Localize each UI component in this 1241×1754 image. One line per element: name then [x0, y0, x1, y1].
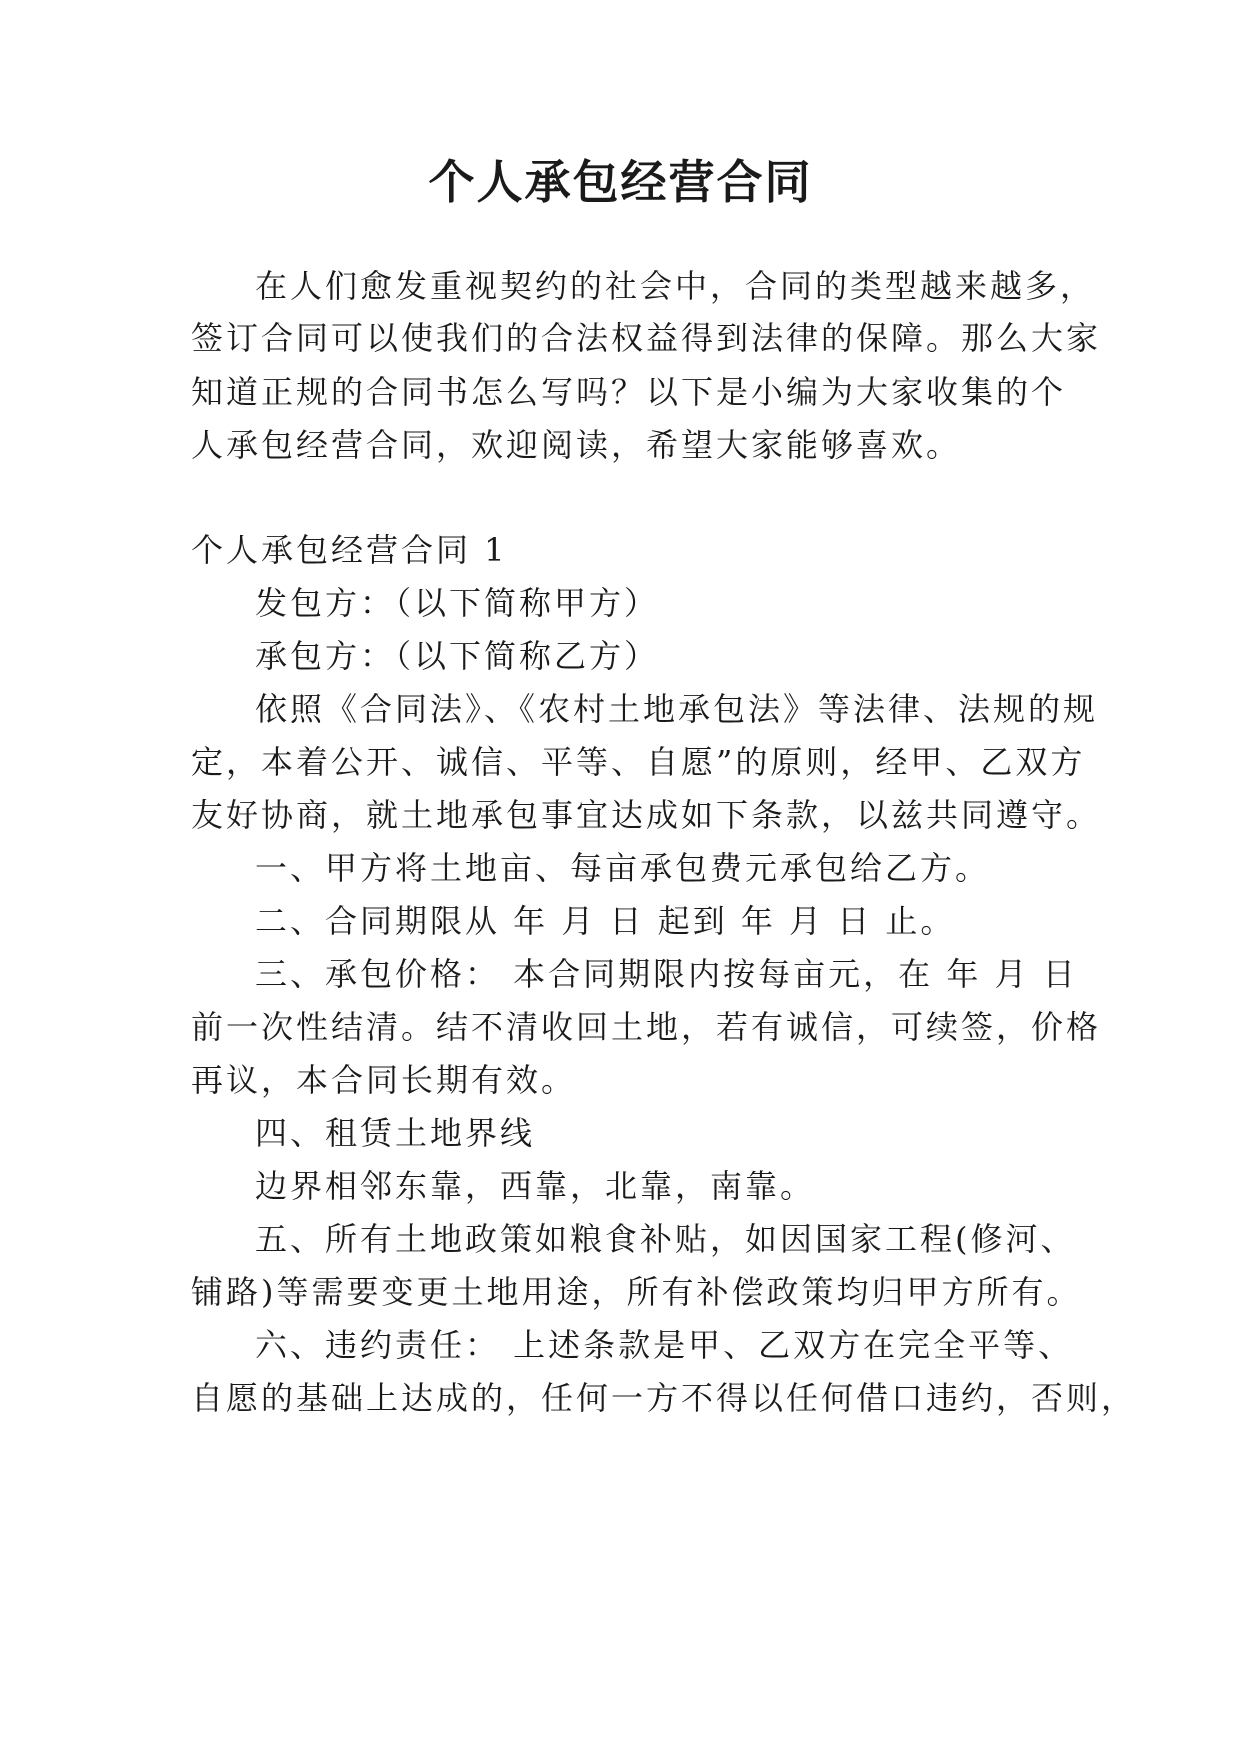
intro-line-2: 签订合同可以使我们的合法权益得到法律的保障。那么大家 — [191, 319, 1102, 357]
clause-1: 一、甲方将土地亩、每亩承包费元承包给乙方。 — [255, 849, 991, 887]
intro-line-4: 人承包经营合同，欢迎阅读，希望大家能够喜欢。 — [191, 426, 962, 464]
clause-4-boundary: 边界相邻东靠，西靠，北靠，南靠。 — [255, 1167, 816, 1205]
clause-5-line-2: 铺路)等需要变更土地用途，所有补偿政策均归甲方所有。 — [191, 1273, 1082, 1311]
document-title: 个人承包经营合同 — [428, 155, 813, 209]
clause-3-line-1: 三、承包价格： 本合同期限内按每亩元，在 年 月 日 — [255, 955, 1078, 993]
party-a-line: 发包方：（以下简称甲方） — [255, 584, 660, 622]
preamble-line-1: 依照《合同法》、《农村土地承包法》等法律、法规的规 — [255, 690, 1099, 728]
preamble-line-3: 友好协商，就土地承包事宜达成如下条款，以兹共同遵守。 — [191, 796, 1102, 834]
intro-line-3: 知道正规的合同书怎么写吗？以下是小编为大家收集的个 — [191, 373, 1067, 411]
preamble-line-2: 定，本着公开、诚信、平等、自愿”的原则，经甲、乙双方 — [191, 743, 1086, 781]
party-b-line: 承包方：（以下简称乙方） — [255, 637, 660, 675]
clause-3-line-3: 再议，本合同长期有效。 — [191, 1061, 577, 1099]
clause-2: 二、合同期限从 年 月 日 起到 年 月 日 止。 — [255, 902, 956, 940]
clause-6-line-2: 自愿的基础上达成的，任何一方不得以任何借口违约，否则， — [191, 1379, 1137, 1417]
clause-4: 四、租赁土地界线 — [255, 1114, 536, 1152]
intro-line-1: 在人们愈发重视契约的社会中，合同的类型越来越多， — [255, 267, 1096, 305]
clause-3-line-2: 前一次性结清。结不清收回土地，若有诚信，可续签，价格 — [191, 1008, 1102, 1046]
section-heading: 个人承包经营合同 1 — [191, 531, 508, 569]
clause-6-line-1: 六、违约责任： 上述条款是甲、乙双方在完全平等、 — [255, 1326, 1074, 1364]
clause-5-line-1: 五、所有土地政策如粮食补贴，如因国家工程(修河、 — [255, 1220, 1076, 1258]
